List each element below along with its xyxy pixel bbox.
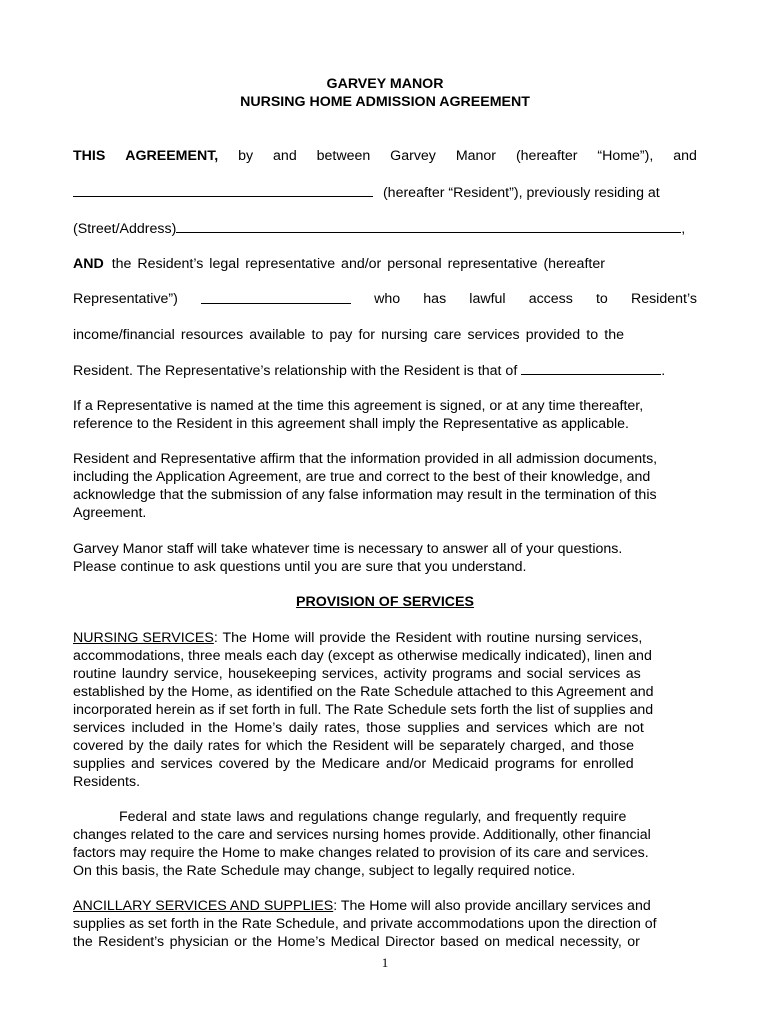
nursing-line-3: routine laundry service, housekeeping services, activity programs and social services as — [73, 666, 641, 682]
relationship-blank[interactable] — [521, 361, 661, 375]
nursing-line-2: accommodations, three meals each day (except as otherwise medically indicated), linen and — [73, 648, 652, 664]
affirm-paragraph-line-1: Resident and Representative affirm that the information provided in all admission documents, — [73, 451, 658, 467]
nursing-line-8: supplies and services covered by the Medicare and/or Medicaid programs for enrolled — [73, 756, 634, 772]
rep-paragraph-line-2: reference to the Resident in this agreement shall imply the Representative as applicable. — [73, 416, 629, 432]
nursing-line-5: incorporated herein as if set forth in full. The Rate Schedule sets forth the list of supplies and — [73, 702, 654, 718]
nursing-line-9: Residents. — [73, 774, 141, 790]
ancillary-services-label: ANCILLARY SERVICES AND SUPPLIES — [73, 898, 334, 914]
title-line-1: GARVEY MANOR — [326, 76, 444, 92]
intro-line-5: Representative”) who has lawful access to Resident’s — [73, 291, 697, 307]
ancillary-line-2: supplies as set forth in the Rate Schedule, and private accommodations upon the direction of — [73, 916, 657, 932]
laws-line-3: factors may require the Home to make changes related to provision of its care and services. — [73, 845, 649, 861]
nursing-line-1: NURSING SERVICES: The Home will provide the Resident with routine nursing services, — [73, 630, 643, 646]
page-number: 1 — [381, 955, 389, 970]
intro-line-7: Resident. The Representative’s relationship with the Resident is that of . — [73, 363, 666, 379]
laws-line-4: On this basis, the Rate Schedule may change, subject to legally required notice. — [73, 863, 576, 879]
affirm-paragraph-line-3: acknowledge that the submission of any false information may result in the termination of this — [73, 487, 657, 503]
nursing-line-7: covered by the daily rates for which the Resident will be separately charged, and those — [73, 738, 634, 754]
nursing-line-6: services included in the Home’s daily rates, those supplies and services which are not — [73, 720, 644, 736]
intro-line-4: AND the Resident’s legal representative and/or personal representative (hereafter — [73, 256, 605, 272]
resident-name-blank[interactable] — [73, 183, 373, 197]
nursing-services-label: NURSING SERVICES — [73, 630, 214, 646]
laws-line-1: Federal and state laws and regulations change regularly, and frequently require — [119, 809, 627, 825]
staff-paragraph-line-2: Please continue to ask questions until you are sure that you understand. — [73, 559, 527, 575]
intro-line-1: THIS AGREEMENT, by and between Garvey Manor (hereafter “Home”), and — [73, 148, 697, 164]
intro-line-2: (hereafter “Resident”), previously residing at — [73, 183, 697, 202]
intro-line-6: income/financial resources available to pay for nursing care services provided to the — [73, 327, 624, 343]
affirm-paragraph-line-2: including the Application Agreement, are true and correct to the best of their knowledge, and — [73, 469, 651, 485]
section-heading: PROVISION OF SERVICES — [296, 594, 474, 610]
affirm-paragraph-line-4: Agreement. — [73, 505, 147, 521]
section-heading-wrap — [73, 593, 697, 611]
ancillary-line-3: the Resident’s physician or the Home’s Medical Director based on medical necessity, or — [73, 934, 640, 950]
nursing-line-4: established by the Home, as identified on the Rate Schedule attached to this Agreement and — [73, 684, 654, 700]
representative-name-blank[interactable] — [201, 290, 351, 304]
rep-paragraph-line-1: If a Representative is named at the time this agreement is signed, or at any time thereafter, — [73, 398, 644, 414]
staff-paragraph-line-1: Garvey Manor staff will take whatever time is necessary to answer all of your questions. — [73, 541, 623, 557]
street-address-blank[interactable] — [176, 219, 681, 233]
ancillary-line-1: ANCILLARY SERVICES AND SUPPLIES: The Home will also provide ancillary services and — [73, 898, 651, 914]
laws-line-2: changes related to the care and services nursing homes provide. Additionally, other financial — [73, 827, 651, 843]
title-line-2: NURSING HOME ADMISSION AGREEMENT — [240, 94, 530, 110]
intro-line-3: (Street/Address) , — [73, 221, 686, 237]
